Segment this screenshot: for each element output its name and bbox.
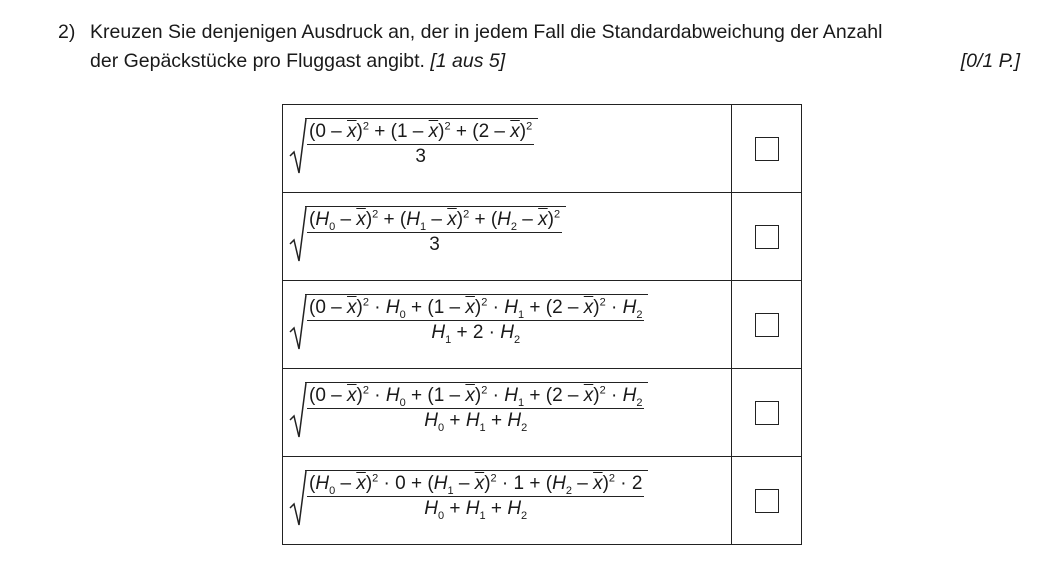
expression-2: $\frac{(H_0 - \overline{x})^2 + (H_1 - \overline{x})^2 + (H_2 - \overline{x})^2}{3}$ xyxy=(289,206,566,262)
task-line-2-text: der Gepäckstücke pro Fluggast angibt. xyxy=(90,50,425,72)
answer-row xyxy=(283,281,802,369)
checkbox-cell xyxy=(732,457,802,545)
option-5-checkbox[interactable] xyxy=(755,489,779,513)
answer-row xyxy=(283,105,802,193)
answer-row xyxy=(283,193,802,281)
task-mode: [1 aus 5] xyxy=(430,50,506,72)
expression-cell xyxy=(283,281,732,369)
answer-table xyxy=(282,104,802,545)
expression-5: $\frac{(H_0 - \overline{x})^2 \cdot 0 + (H_1 - \overline{x})^2 \cdot 1 + (H_2 - \overline{x})^2 \cdot 2}{H_0 + H_1 + H_2}$ xyxy=(289,470,648,526)
expression-4: $\frac{(0 - \overline{x})^2 \cdot H_0 + (1 - \overline{x})^2 \cdot H_1 + (2 - \overline{x})^2 \cdot H_2}{H_0 + H_1 + H_2}$ xyxy=(289,382,648,438)
answer-row xyxy=(283,369,802,457)
task-points: [0/1 P.] xyxy=(960,50,1020,72)
expression-cell xyxy=(283,457,732,545)
expression-3: $\frac{(0 - \overline{x})^2 \cdot H_0 + (1 - \overline{x})^2 \cdot H_1 + (2 - \overline{x})^2 \cdot H_2}{H_1 + 2 \cdot H_2}$ xyxy=(289,294,648,350)
task-line-2 xyxy=(90,47,1030,76)
expression-cell xyxy=(283,369,732,457)
option-3-checkbox[interactable] xyxy=(755,313,779,337)
option-1-checkbox[interactable] xyxy=(755,137,779,161)
checkbox-cell xyxy=(732,369,802,457)
checkbox-cell xyxy=(732,281,802,369)
checkbox-cell xyxy=(732,193,802,281)
checkbox-cell xyxy=(732,105,802,193)
option-4-checkbox[interactable] xyxy=(755,401,779,425)
task-number: 2) xyxy=(58,21,76,43)
task-line-1: Kreuzen Sie denjenigen Ausdruck an, der in jedem Fall die Standardabweichung der Anzahl xyxy=(90,21,883,43)
option-2-checkbox[interactable] xyxy=(755,225,779,249)
expression-cell xyxy=(283,105,732,193)
expression-1: $\frac{(0 - \overline{x})^2 + (1 - \overline{x})^2 + (2 - \overline{x})^2}{3}$ xyxy=(289,118,538,174)
expression-cell xyxy=(283,193,732,281)
answer-row xyxy=(283,457,802,545)
task-text xyxy=(90,18,1030,76)
